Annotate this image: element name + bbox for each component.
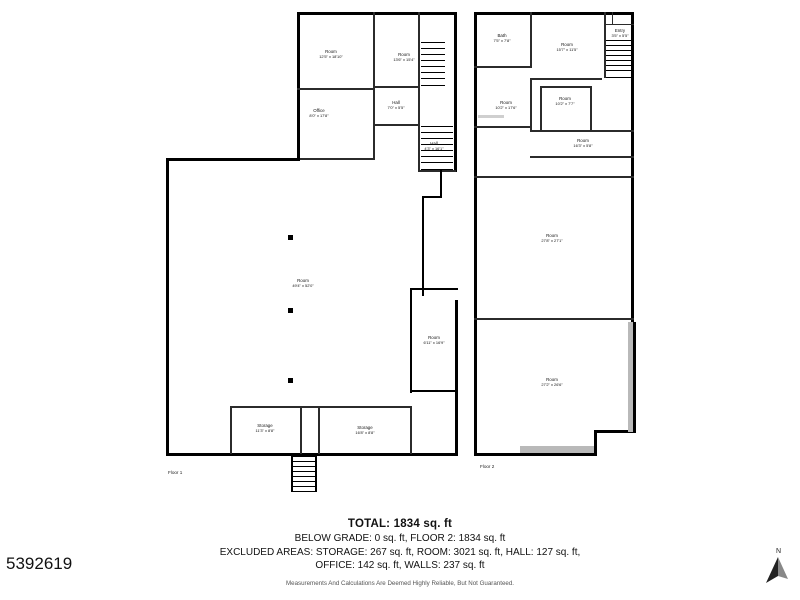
wall-segment	[440, 170, 442, 198]
room-label	[423, 335, 444, 345]
wall-segment	[474, 12, 634, 15]
wall-segment	[318, 406, 320, 454]
wall-segment	[424, 196, 442, 198]
room-name: Bath	[497, 32, 507, 38]
wall-segment	[297, 88, 374, 90]
room-dimensions: 4'3" x 16'1"	[424, 145, 444, 151]
room-name: Office	[313, 107, 325, 113]
room-label	[573, 138, 592, 148]
excluded-areas-line-2: OFFICE: 142 sq. ft, WALLS: 237 sq. ft	[315, 560, 485, 571]
wall-segment	[373, 86, 419, 88]
room-label	[541, 233, 562, 243]
room-label	[495, 100, 516, 110]
room-dimensions: 15'7" x 11'5"	[556, 46, 578, 52]
room-name: Entry	[614, 27, 626, 33]
wall-segment	[474, 12, 477, 456]
column-marker	[288, 378, 293, 383]
room-dimensions: 10'2" x 17'6"	[495, 104, 517, 110]
room-label	[424, 141, 443, 151]
room-name: Room	[546, 376, 558, 382]
room-label	[541, 377, 562, 387]
staircase	[292, 456, 316, 492]
room-dimensions: 6'11" x 16'9"	[423, 339, 445, 345]
wall-segment	[530, 130, 634, 132]
wall-segment	[410, 390, 456, 392]
room-label	[355, 425, 374, 435]
wall-segment	[628, 322, 633, 432]
wall-segment	[316, 406, 412, 408]
room-label	[292, 278, 313, 288]
wall-segment	[418, 12, 420, 132]
room-name: Room	[577, 137, 589, 143]
room-name: Room	[546, 232, 558, 238]
below-grade-line: BELOW GRADE: 0 sq. ft, FLOOR 2: 1834 sq. ft	[294, 533, 506, 544]
wall-segment	[474, 318, 634, 320]
room-name: Storage	[257, 422, 273, 428]
wall-segment	[530, 78, 532, 130]
compass-north-label: N	[776, 548, 782, 555]
wall-segment	[530, 156, 634, 158]
wall-segment	[373, 132, 375, 160]
wall-segment	[474, 176, 634, 178]
room-name: Hall	[392, 99, 400, 105]
wall-segment	[418, 170, 456, 172]
floor-tag: Floor 1	[168, 470, 183, 475]
wall-segment	[373, 12, 375, 132]
reference-number: 5392619	[6, 554, 73, 573]
room-label	[555, 96, 574, 106]
wall-segment	[166, 158, 300, 161]
room-dimensions: 10'2" x 7'7"	[555, 100, 575, 106]
wall-segment	[474, 66, 532, 68]
compass-needle-icon	[752, 555, 792, 589]
room-dimensions: 7'5" x 7'8"	[493, 37, 511, 43]
wall-segment	[373, 124, 419, 126]
wall-segment	[410, 288, 412, 393]
wall-segment	[297, 12, 457, 15]
wall-segment	[297, 158, 374, 160]
room-dimensions: 16'3" x 5'8"	[573, 142, 593, 148]
room-label	[611, 28, 628, 38]
room-label	[309, 108, 328, 118]
room-name: Hall	[430, 140, 438, 146]
compass-rose	[752, 548, 792, 590]
room-dimensions: 8'0" x 17'8"	[309, 112, 329, 118]
room-dimensions: 27'2" x 26'6"	[541, 381, 563, 387]
room-name: Room	[398, 51, 410, 57]
room-dimensions: 27'8" x 27'1"	[541, 237, 563, 243]
room-dimensions: 12'5" x 18'10"	[319, 53, 343, 59]
wall-segment	[410, 406, 412, 454]
room-name: Room	[500, 99, 512, 105]
room-dimensions: 16'8" x 8'8"	[355, 429, 375, 435]
room-label	[493, 33, 510, 43]
wall-segment	[230, 406, 316, 408]
staircase	[606, 40, 632, 78]
room-dimensions: 49'4" x 52'0"	[292, 282, 314, 288]
disclaimer-text: Measurements And Calculations Are Deemed Highly Reliable, But Not Guaranteed.	[285, 579, 515, 587]
wall-segment	[300, 406, 302, 454]
room-label	[393, 52, 414, 62]
total-area-text: TOTAL: 1834 sq. ft	[347, 518, 453, 530]
wall-segment	[530, 12, 532, 66]
wall-segment	[230, 406, 232, 454]
wall-segment	[422, 196, 424, 296]
wall-segment	[633, 322, 636, 432]
room-name: Room	[297, 277, 309, 283]
staircase	[421, 42, 445, 86]
column-marker	[288, 235, 293, 240]
wall-segment	[418, 124, 420, 172]
wall-segment	[474, 453, 596, 456]
wall-segment	[594, 430, 597, 456]
excluded-areas-line-1: EXCLUDED AREAS: STORAGE: 267 sq. ft, ROOM: 3021 sq. ft, HALL: 127 sq. ft,	[219, 546, 581, 558]
room-label	[256, 423, 275, 433]
wall-segment	[478, 115, 504, 118]
room-name: Room	[561, 41, 573, 47]
column-marker	[288, 308, 293, 313]
wall-segment	[166, 158, 169, 456]
summary-block	[0, 518, 800, 587]
room-dimensions: 13'6" x 15'4"	[393, 56, 415, 62]
room-name: Room	[428, 334, 440, 340]
wall-segment	[474, 126, 532, 128]
wall-segment	[410, 288, 458, 290]
room-label	[556, 42, 577, 52]
room-dimensions: 3'5" x 5'5"	[611, 32, 629, 38]
wall-segment	[291, 456, 293, 492]
wall-segment	[455, 300, 458, 456]
room-label	[319, 49, 343, 59]
wall-segment	[454, 12, 457, 172]
room-label	[387, 100, 404, 110]
wall-segment	[590, 86, 592, 130]
room-dimensions: 11'3" x 8'8"	[255, 427, 275, 433]
room-name: Room	[559, 95, 571, 101]
room-name: Room	[325, 48, 337, 54]
floor-tag: Floor 2	[480, 464, 495, 469]
wall-segment	[540, 86, 542, 130]
wall-segment	[612, 12, 613, 24]
wall-segment	[606, 24, 634, 25]
wall-segment	[520, 446, 594, 453]
wall-segment	[530, 78, 602, 80]
room-name: Storage	[357, 424, 373, 430]
wall-segment	[315, 456, 317, 492]
wall-segment	[297, 12, 300, 160]
room-dimensions: 7'0" x 5'5"	[387, 104, 405, 110]
wall-segment	[540, 86, 592, 88]
